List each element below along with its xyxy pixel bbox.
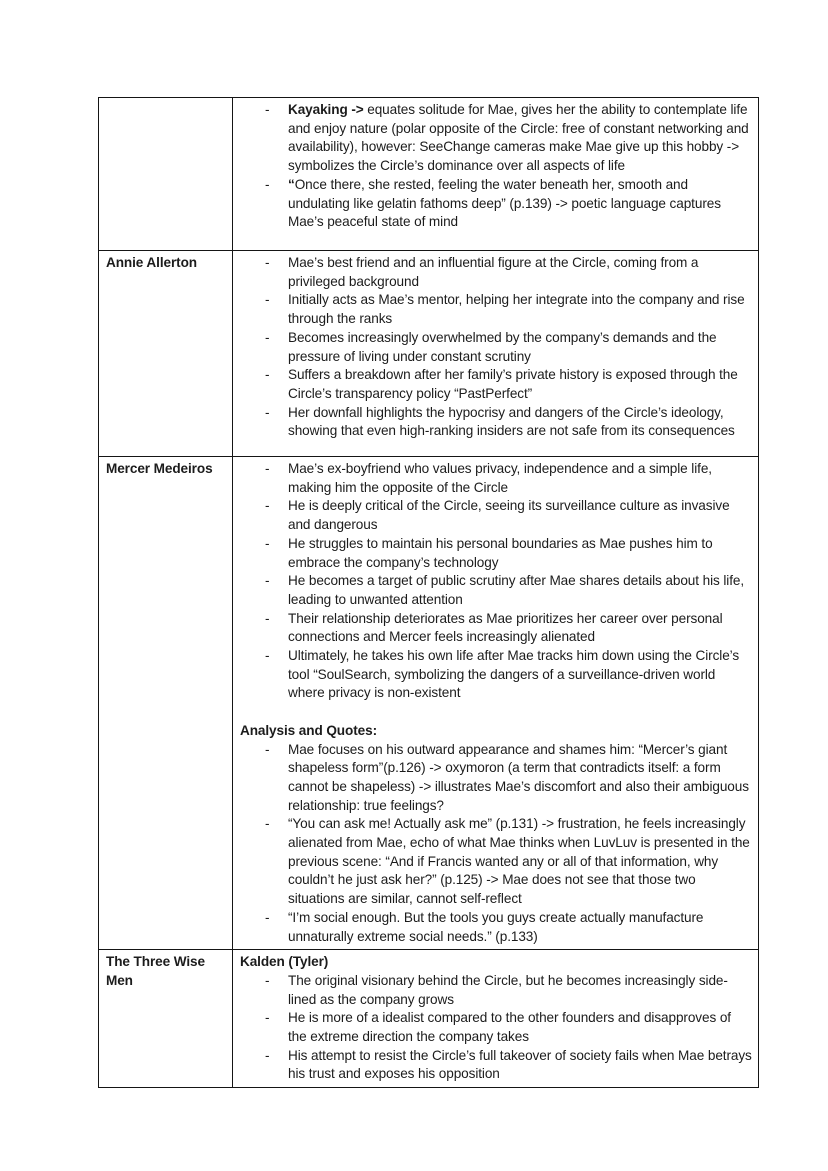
bullet-marker: - bbox=[265, 610, 270, 626]
bullet-text: The original visionary behind the Circle, but he becomes increasingly side-lined as the company grows bbox=[288, 972, 728, 1007]
bullet-item bbox=[240, 254, 752, 291]
bullet-text: Her downfall highlights the hypocrisy and dangers of the Circle’s ideology, showing that even high-ranking insiders are not safe from its consequences bbox=[288, 404, 735, 439]
bullet-item bbox=[240, 404, 752, 441]
bullet-marker: - bbox=[265, 404, 270, 420]
bullet-text: Mae’s best friend and an influential figure at the Circle, coming from a privileged background bbox=[288, 255, 699, 289]
section-heading: Kalden (Tyler) bbox=[240, 954, 329, 970]
character-name-cell: Mercer Medeiros bbox=[99, 457, 233, 950]
bullet-marker: - bbox=[265, 648, 270, 664]
bullet-text: He struggles to maintain his personal boundaries as Mae pushes him to embrace the company’s technology bbox=[288, 535, 713, 570]
bullet-item bbox=[240, 610, 752, 647]
bullet-text: He is more of a idealist compared to the other founders and disapproves of the extreme direction the company takes bbox=[288, 1010, 731, 1045]
bullet-item bbox=[240, 497, 752, 534]
bullet-text: “I’m social enough. But the tools you guys create actually manufacture unnaturally extreme social needs.” (p.133) bbox=[288, 909, 704, 944]
section-heading: Analysis and Quotes: bbox=[240, 722, 377, 738]
bullet-item bbox=[240, 291, 752, 328]
bullet-marker: - bbox=[265, 367, 270, 383]
table-row bbox=[99, 251, 759, 457]
bullet-item bbox=[240, 647, 752, 703]
bullet-item bbox=[240, 572, 752, 609]
bullet-item bbox=[240, 815, 752, 909]
bullet-item bbox=[240, 535, 752, 572]
bullet-item bbox=[240, 176, 752, 232]
table-row bbox=[99, 457, 759, 950]
bullet-marker: - bbox=[265, 255, 270, 270]
bullet-text: Initially acts as Mae’s mentor, helping her integrate into the company and rise through the ranks bbox=[288, 292, 745, 327]
character-description-cell bbox=[233, 950, 759, 1088]
bullet-text: Ultimately, he takes his own life after Mae tracks him down using the Circle’s tool “SoulSearch, symbolizing the dangers of a surveillance-driven world where privacy is non-existent bbox=[288, 648, 740, 701]
bullet-marker: - bbox=[265, 972, 270, 988]
character-description-cell bbox=[233, 251, 759, 457]
bullet-item bbox=[240, 1009, 752, 1046]
character-description-cell bbox=[233, 98, 759, 251]
bullet-text: Mae focuses on his outward appearance and shames him: “Mercer’s giant shapeless form”(p.126) -> oxymoron (a term that contradicts itself: a form cannot be shapeless) -> illustrates Mae’s discomfort and also their ambiguous relationship: true feelings? bbox=[288, 741, 749, 813]
bullet-text: “You can ask me! Actually ask me” (p.131) -> frustration, he feels increasingly alienated from Mae, echo of what Mae thinks when LuvLuv is presented in the previous scene: “And if Francis wanted any or all of that information, why couldn’t he just ask her?” (p.125) -> Mae does not see that those two situations are similar, cannot self-reflect bbox=[288, 816, 750, 907]
bullet-item bbox=[240, 909, 752, 946]
bullet-text: He is deeply critical of the Circle, seeing its surveillance culture as invasive and dangerous bbox=[288, 498, 730, 533]
bullet-text: He becomes a target of public scrutiny after Mae shares details about his life, leading to unwanted attention bbox=[288, 573, 745, 607]
bullet-marker: - bbox=[265, 292, 270, 308]
bullet-item bbox=[240, 741, 752, 816]
character-name-cell bbox=[99, 98, 233, 251]
bullet-text: Kayaking -> equates solitude for Mae, gives her the ability to contemplate life and enjoy nature (polar opposite of the Circle: free of constant networking and availability), however: SeeChange cameras make Mae give up this hobby -> symbolizes the Circle’s dominance over all aspects of life bbox=[288, 102, 749, 174]
character-description-cell bbox=[233, 457, 759, 950]
bullet-marker: - bbox=[265, 1010, 270, 1026]
bullet-text: Suffers a breakdown after her family’s private history is exposed through the Circle’s transparency policy “PastPerfect” bbox=[288, 367, 738, 401]
character-name-cell: Annie Allerton bbox=[99, 251, 233, 457]
bullet-marker: - bbox=[265, 741, 270, 757]
bullet-marker: - bbox=[265, 1047, 270, 1063]
bullet-marker: - bbox=[265, 535, 270, 551]
bullet-text: His attempt to resist the Circle’s full takeover of society fails when Mae betrays his trust and exposes his opposition bbox=[288, 1047, 752, 1082]
bullet-marker: - bbox=[265, 573, 270, 589]
bullet-marker: - bbox=[265, 498, 270, 514]
bullet-text: Their relationship deteriorates as Mae prioritizes her career over personal connections and Mercer feels increasingly alienated bbox=[288, 610, 723, 645]
blank-line bbox=[240, 703, 752, 722]
bullet-item bbox=[240, 1047, 752, 1084]
bullet-item bbox=[240, 101, 752, 176]
bullet-marker: - bbox=[265, 102, 270, 117]
bullet-marker: - bbox=[265, 461, 270, 476]
character-name-cell: The Three Wise Men bbox=[99, 950, 233, 1088]
bullet-text: “Once there, she rested, feeling the water beneath her, smooth and undulating like gelatin fathoms deep” (p.139) -> poetic language captures Mae’s peaceful state of mind bbox=[288, 176, 721, 230]
bullet-text: Becomes increasingly overwhelmed by the company’s demands and the pressure of living under constant scrutiny bbox=[288, 329, 717, 364]
bullet-text: Mae’s ex-boyfriend who values privacy, independence and a simple life, making him the opposite of the Circle bbox=[288, 461, 712, 495]
bullet-marker: - bbox=[265, 816, 270, 832]
bullet-item bbox=[240, 329, 752, 366]
character-table bbox=[98, 97, 759, 1088]
bullet-item bbox=[240, 366, 752, 403]
bullet-marker: - bbox=[265, 909, 270, 925]
table-row bbox=[99, 98, 759, 251]
table-row bbox=[99, 950, 759, 1088]
bullet-item bbox=[240, 460, 752, 497]
bullet-item bbox=[240, 972, 752, 1009]
bullet-marker: - bbox=[265, 329, 270, 345]
character-table-body bbox=[99, 98, 759, 1088]
bullet-marker: - bbox=[265, 176, 270, 192]
